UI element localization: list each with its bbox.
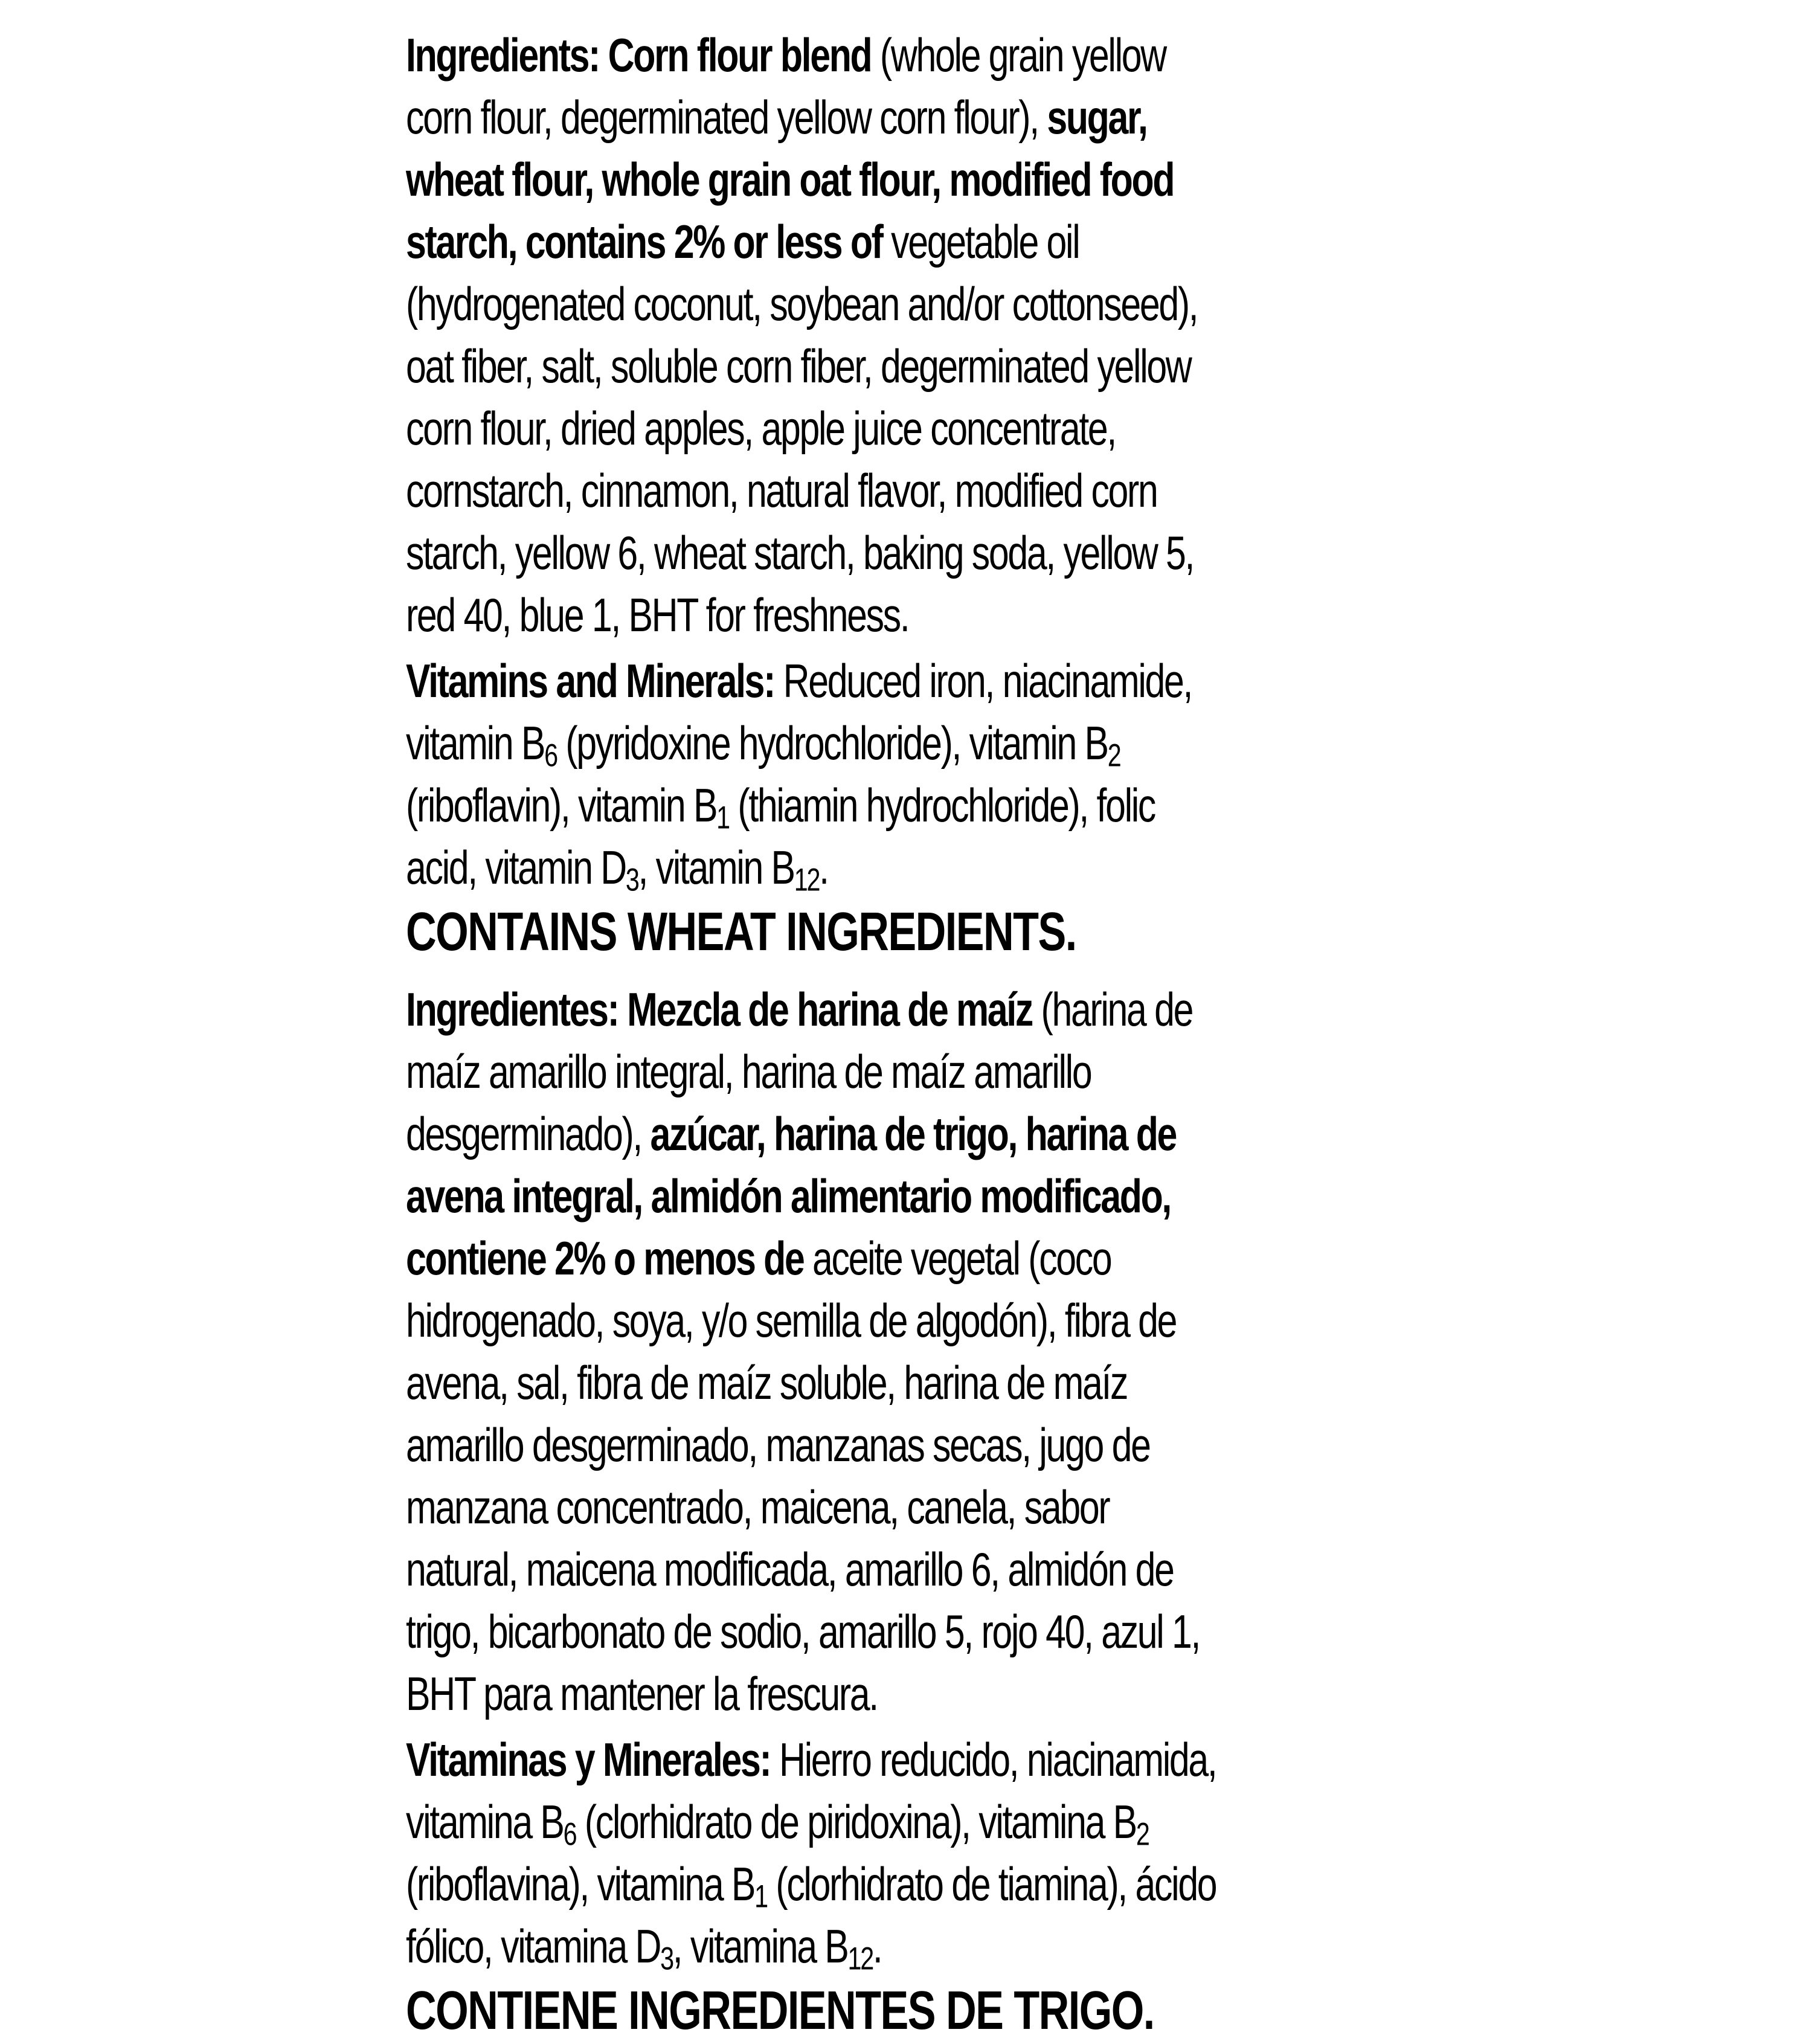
english-vitamins-sub-3: 1 [716,800,729,836]
spanish-ingredients-heading: Ingredientes: [406,983,618,1036]
spanish-vitamins-sub-5: 12 [847,1941,873,1977]
section-spacer [406,965,1226,979]
english-vitamins-sub-4: 3 [625,862,638,898]
english-vitamins-text-4: (thiamin hydrochloride), folic acid, vitamin D [406,779,1155,894]
english-vitamins-text-2: (pyridoxine hydrochloride), vitamin B [556,716,1108,770]
english-ingredients-text-1: (whole grain yellow corn flour, degerminated yellow corn flour), [406,28,1166,144]
english-vitamins-paragraph [406,650,1226,899]
spanish-vitamins-text-1: Hierro reducido, niacinamida, vitamina B [406,1733,1216,1848]
spanish-ingredients-bold-2: azúcar, harina de trigo, harina de avena integral, almidón alimentario modificado, contiene 2% o menos de [406,1107,1177,1285]
spanish-vitamins-text-2: (clorhidrato de piridoxina), vitamina B [576,1795,1136,1848]
spanish-vitamins-sub-1: 6 [563,1816,576,1853]
english-ingredients-text-2: vegetable oil (hydrogenated coconut, soybean and/or cottonseed), oat fiber, salt, soluble corn fiber, degerminated yellow corn flour, dried apples, apple juice concentrate, cornstarch, cinnamon, natural flavor, modified corn starch, yellow 6, wheat starch, baking soda, yellow 5, red 40, blue 1, BHT for freshness. [406,215,1198,641]
english-ingredients-heading: Ingredients: [406,28,600,82]
spanish-vitamins-heading: Vitaminas y Minerales: [406,1733,771,1786]
spanish-ingredients-text-2: aceite vegetal (coco hidrogenado, soya, y/o semilla de algodón), fibra de avena, sal, fibra de maíz soluble, harina de maíz amarillo desgerminado, manzanas secas, jugo de manzana concentrado, maicena, canela, sabor natural, maicena modificada, amarillo 6, almidón de trigo, bicarbonato de sodio, amarillo 5, rojo 40, azul 1, BHT para mantener la frescura. [406,1232,1200,1720]
spanish-vitamins-sub-3: 1 [754,1878,767,1915]
spanish-vitamins-text-6: . [872,1920,882,1973]
english-ingredients-bold-1: Corn flour blend [608,28,872,82]
english-vitamins-text-1: Reduced iron, niacinamide, vitamin B [406,654,1192,770]
english-vitamins-text-6: . [819,841,828,894]
spanish-vitamins-sub-2: 2 [1136,1816,1149,1853]
spanish-vitamins-text-4: (clorhidrato de tiamina), ácido fólico, vitamina D [406,1857,1216,1973]
english-vitamins-sub-1: 6 [544,738,557,774]
english-ingredients-bold-2: sugar, wheat flour, whole grain oat flour, modified food starch, contains 2% or less of [406,91,1174,268]
spanish-ingredients-text-1: (harina de maíz amarillo integral, harina de maíz amarillo desgerminado), [406,983,1193,1160]
english-vitamins-heading: Vitamins and Minerals: [406,654,775,707]
english-vitamins-sub-2: 2 [1107,738,1120,774]
spanish-ingredients-paragraph [406,979,1226,1725]
ingredients-label-panel [406,24,1226,2044]
english-vitamins-text-3: (riboflavin), vitamin B [406,779,717,832]
spanish-vitamins-paragraph [406,1729,1226,1978]
spanish-vitamins-text-5: , vitamina B [672,1920,848,1973]
spanish-ingredients-bold-1: Mezcla de harina de maíz [627,983,1032,1036]
spanish-vitamins-sub-4: 3 [660,1941,673,1977]
english-ingredients-paragraph [406,24,1226,646]
english-vitamins-sub-5: 12 [794,862,820,898]
spanish-allergen-statement: CONTIENE INGREDIENTES DE TRIGO. [406,1981,1154,2041]
english-allergen-statement: CONTAINS WHEAT INGREDIENTS. [406,902,1076,962]
english-vitamins-text-5: , vitamin B [638,841,794,894]
spanish-vitamins-text-3: (riboflavina), vitamina B [406,1857,755,1911]
